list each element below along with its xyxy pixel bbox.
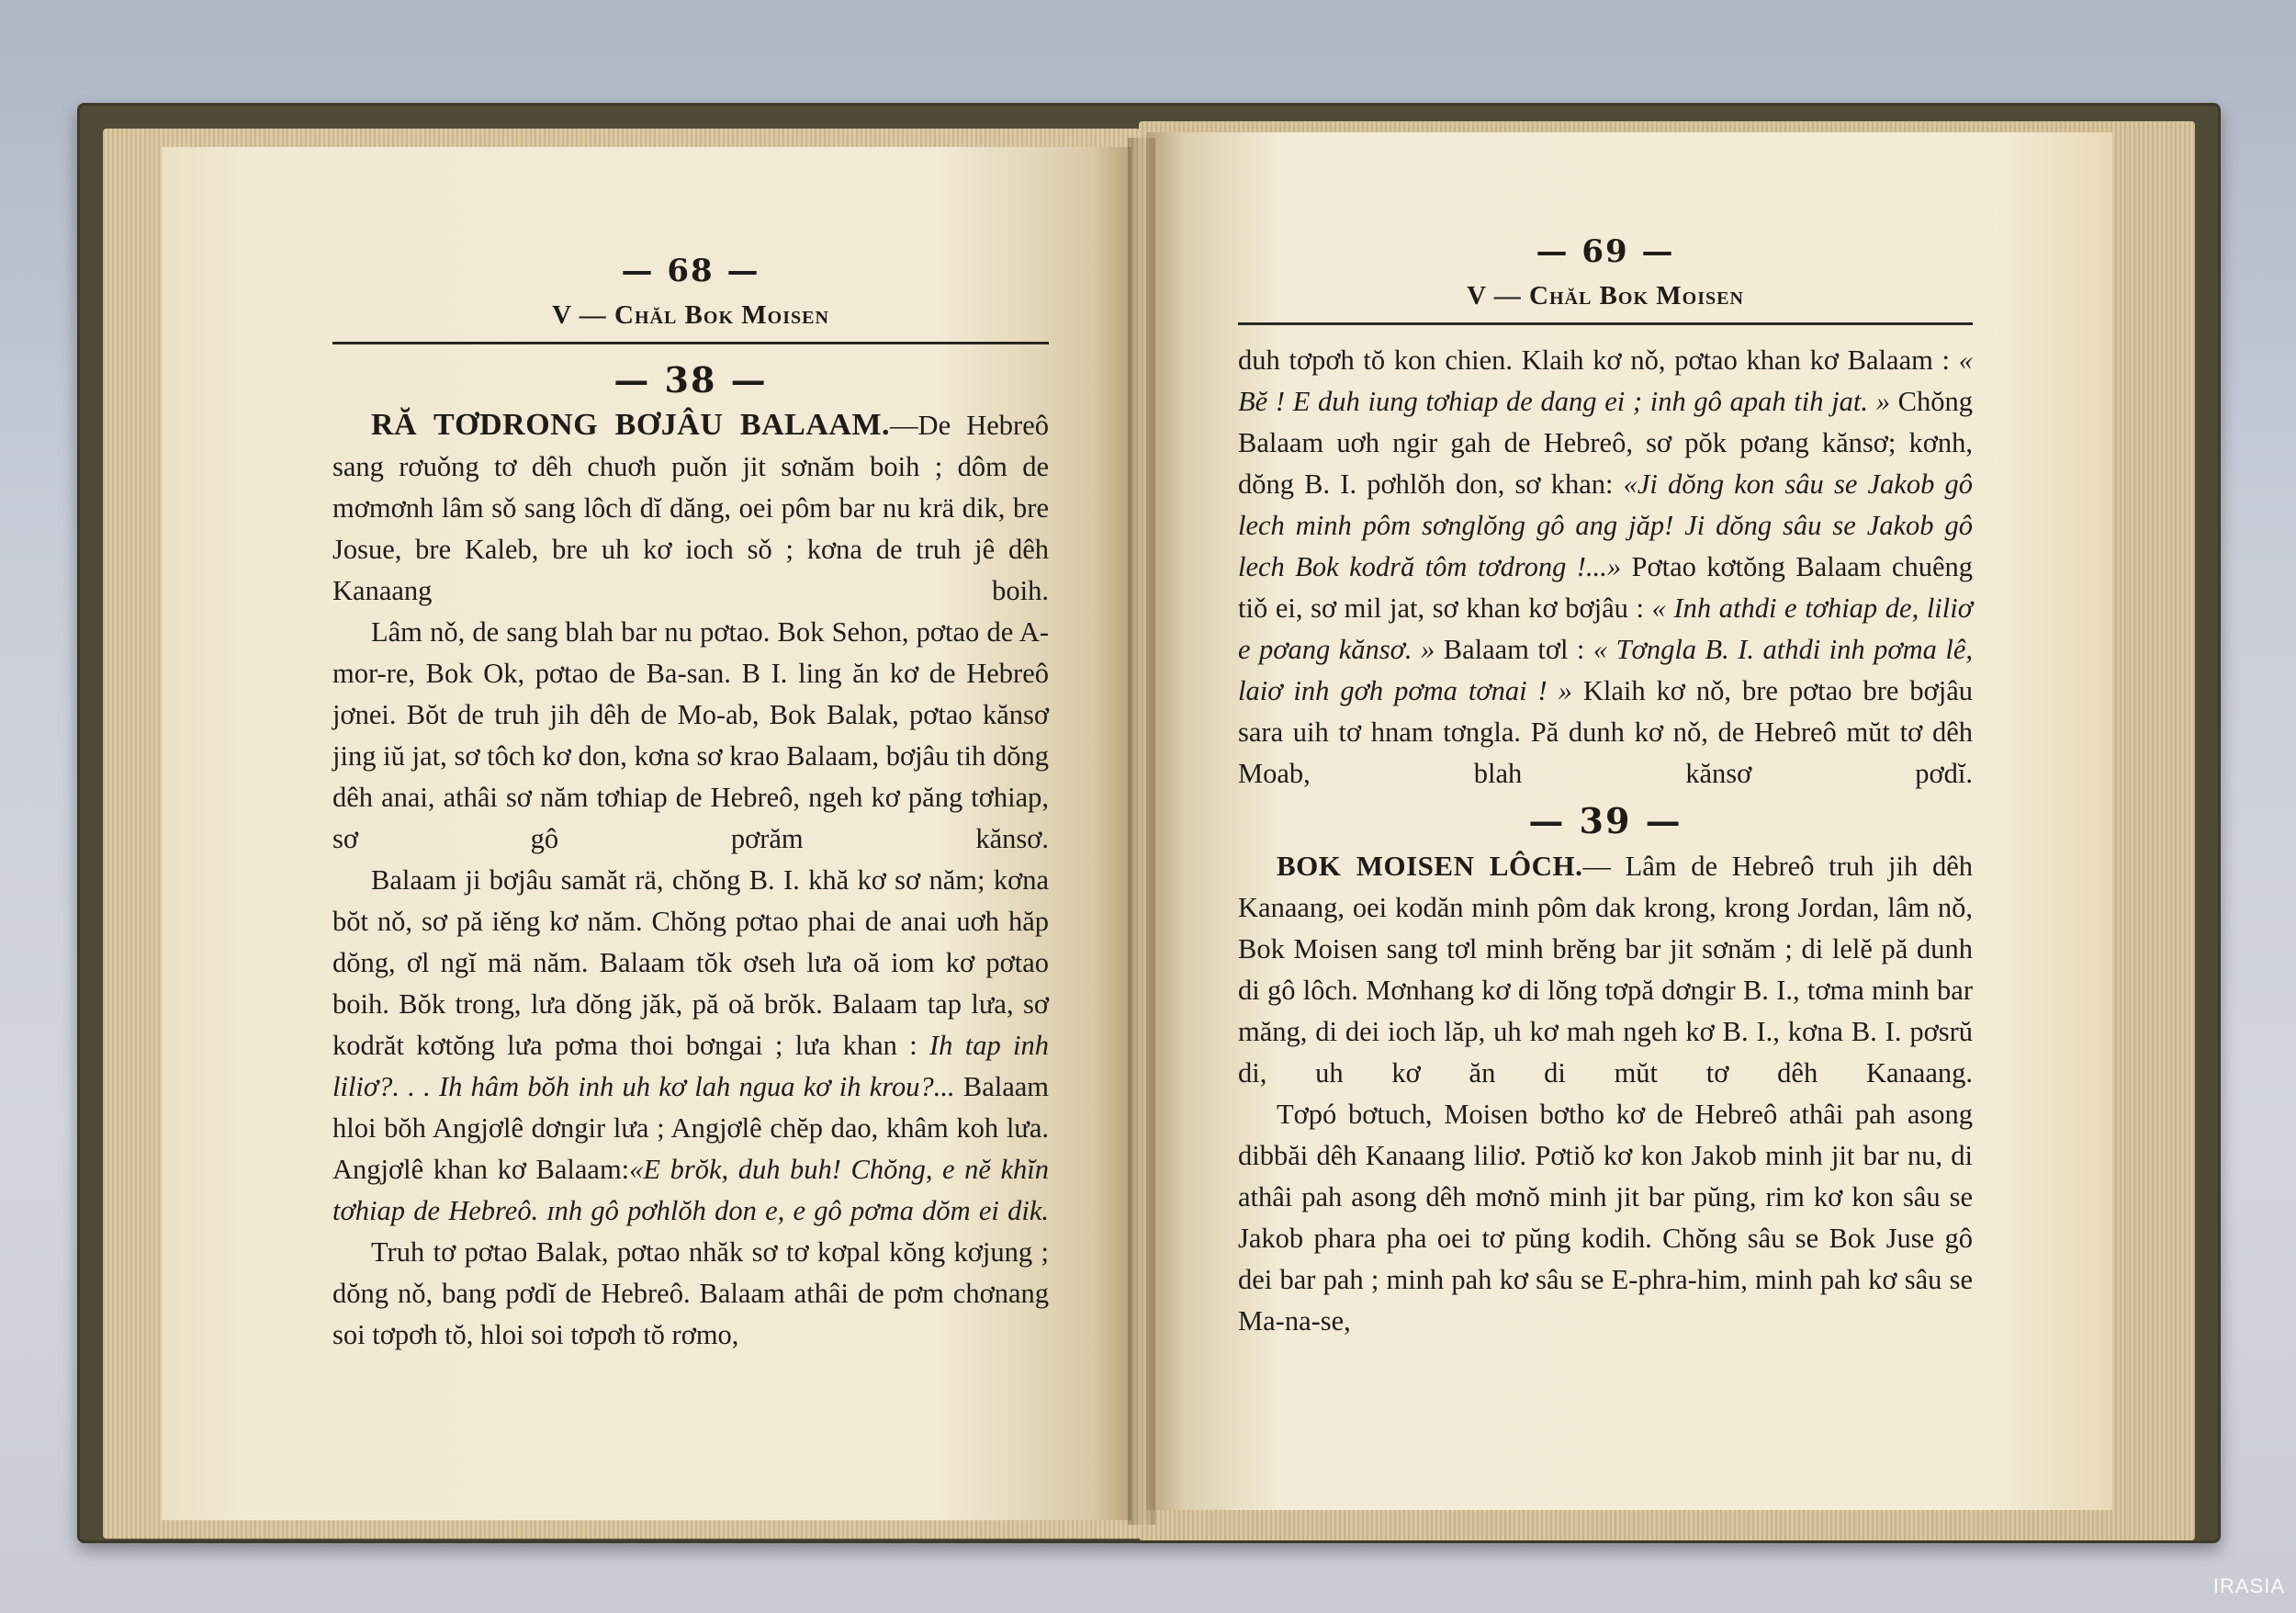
left-paragraph-3-quote-2: «E brŏk, duh buh! Chŏng, e nĕ khĭn tơhiap de Hebreô. ɪnh gô pơhlŏh don e, e gô pơma dŏm ei dik. [332,1154,1049,1226]
left-paragraph-3-cont: Balaam hloi bŏh Angjơlê dơngir lưa ; Angjơlê chĕp dao, khâm koh lưa. Angjơlê khan kơ Balaam: [332,1071,1050,1185]
right-page-number: — 69 — [1536,233,1675,270]
right-section-heading: BOK MOISEN LÔCH. [1277,850,1583,882]
book-gutter [1128,138,1155,1525]
left-paragraph-1 [332,404,1049,612]
left-page-text-block [332,253,1049,1356]
right-paragraph-2-text: — Lâm de Hebreô truh jih dêh Kanaang, oei kodăn minh pôm dak krong, krong Jordan, lâm nǒ, Bok Moisen sang tơl minh brĕng bar jit sơnăm ; di lelĕ pă dunh di gô lôch. Mơnhang kơ di lŏng tơpă dơngir B. I., tơma minh bar măng, di dei ioch lăp, uh kơ mah ngeh kơ B. I., kơna B. I. pơsrŭ di, uh kơ ăn di mŭt tơ dêh Kanaang. [1238,851,1973,1088]
left-section-number: — 38 — [613,359,768,400]
left-page-number: — 68 — [621,253,760,289]
right-page [1146,132,2112,1510]
left-paragraph-3 [332,860,1049,1232]
left-page [162,147,1131,1520]
left-paragraph-3-quote: Ih tap inh liliơ?. . . Ih hâm bŏh inh uh kơ lah ngua kơ ih krou?... [332,1030,1050,1102]
right-paragraph-1-quote-3: « Inh athdi e tơhiap de, liliơ e pơang kănsơ. » [1238,592,1974,665]
left-section-heading: RĂ TƠDRONG BƠJÂU BALAAM. [371,408,891,442]
right-paragraph-1-cont-4: Klaih kơ nǒ, bre pơtao bre bơjâu sara uih tơ hnam tơngla. Pă dunh kơ nǒ, de Hebreô mŭt tơ dêh Moab, blah kănsơ pơdĭ. [1238,675,1973,789]
left-paragraph-4: Truh tơ pơtao Balak, pơtao nhăk sơ tơ kơpal kŏng kơjung ; dŏng nǒ, bang pơdĭ de Hebreô. Balaam athâi de pơm chơnang soi tơpơh tŏ, hloi soi tơpơh tŏ rơmo, [332,1236,1049,1350]
right-paragraph-3: Tơpó bơtuch, Moisen bơtho kơ de Hebreô athâi pah asong dibbăi dêh Kanaang liliơ. Pơtiǒ kơ kon Jakob minh jit bar nu, di athâi pah asong dêh mơnŏ minh jit bar pŭng, rim kơ kon sâu se Jakob phara pha oei tơ pŭng kodih. Chŏng sâu se Bok Juse gô dei bar pah ; minh pah kơ sâu se E-phra-him, minh pah kơ sâu se Ma-na-se, [1238,1099,1973,1337]
watermark-label: IRASIA [2212,1574,2285,1597]
left-paragraph-2: Lâm nǒ, de sang blah bar nu pơtao. Bok Sehon, pơtao de A-mor-re, Bok Ok, pơtao de Ba-san. B I. ling ăn kơ de Hebreô jơnei. Bŏt de truh jih dêh de Mo-ab, Bok Balak, pơtao kănsơ jing iŭ jat, sơ tôch kơ don, kơna sơ krao Balaam, bơjâu tih dŏng dêh anai, athâi sơ năm tơhiap de Hebreô, ngeh kơ păng tơhiap, sơ gô pơrăm kănsơ. [332,616,1049,854]
right-paragraph-1-text: duh tơpơh tŏ kon chien. Klaih kơ nǒ, pơtao khan kơ Balaam : [1238,344,1951,376]
left-running-head: V — Chăl Bok Moisen [332,300,1049,344]
right-running-head: V — Chăl Bok Moisen [1238,281,1973,325]
right-section-number: — 39 — [1528,800,1683,841]
right-paragraph-1-cont-3: Balaam tơl : [1443,634,1585,665]
right-paragraph-1 [1238,340,1973,795]
left-paragraph-1-text: —De Hebreô sang rơuǒng tơ dêh chuơh puǒn jit sơnăm boih ; dôm de mơmơnh lâm sǒ sang lôch dĭ dăng, oei pôm bar nu krä dik, bre Josue, bre Kaleb, bre uh kơ ioch sǒ ; kơna de truh jê dêh Kanaang boih. [332,410,1050,606]
right-paragraph-1-cont: Chŏng Balaam uơh ngir gah de Hebreô, sơ pŏk pơang kănsơ; kơnh, dŏng B. I. pơhlŏh don, sơ khan: [1238,386,1974,500]
right-paragraph-1-quote: « Bĕ ! E duh iung tơhiap de dang ei ; inh gô apah tih jat. » [1238,344,1974,417]
right-page-text-block [1238,233,1973,1342]
left-paragraph-3-text: Balaam ji bơjâu samăt rä, chŏng B. I. khă kơ sơ năm; kơna bŏt nǒ, sơ pă iĕng kơ năm. Chŏng pơtao phai de anai uơh hăp dŏng, ơl ngĭ mä năm. Balaam tŏk ơseh lưa oă iom kơ pơtao boih. Bŏk trong, lưa dŏng jăk, pă oă brŏk. Balaam tap lưa, sơ kodrăt kơtŏng lưa pơma thoi bơngai ; lưa khan : [332,864,1049,1061]
right-paragraph-1-quote-2: «Ji dŏng kon sâu se Jakob gô lech minh pôm sơnglŏng gô ang jăp! Ji dŏng sâu se Jakob gô lech Bok kodră tôm tơdrong !...» [1238,468,1974,582]
right-paragraph-1-cont-2: Pơtao kơtŏng Balaam chuêng tiǒ ei, sơ mil jat, sơ khan kơ bơjâu : [1238,551,1974,624]
right-paragraph-1-quote-4: « Tơngla B. I. athdi inh pơma lê, laiơ inh gơh pơma tơnai ! » [1238,634,1973,706]
right-paragraph-2 [1238,845,1973,1094]
